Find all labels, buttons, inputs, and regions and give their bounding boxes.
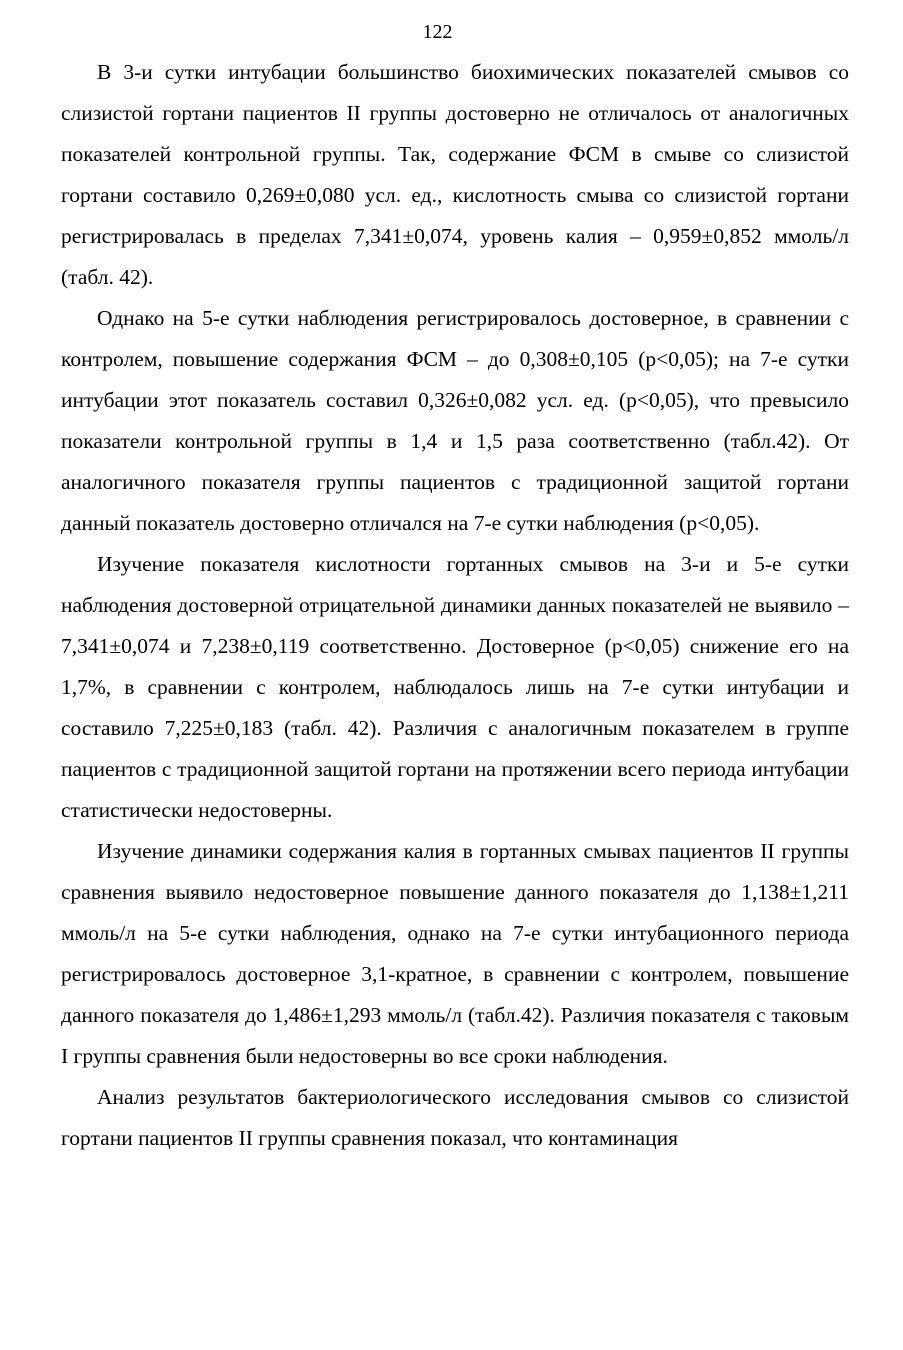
paragraph-day3-biochemistry: В 3-и сутки интубации большинство биохимических показателей смывов со слизистой гортани пациентов II группы достоверно не отличалось от аналогичных показателей контрольной группы. Так, содержание ФСМ в смыве со слизистой гортани составило 0,269±0,080 усл. ед., кислотность смыва со слизистой гортани регистрировалась в пределах 7,341±0,074, уровень калия – 0,959±0,852 ммоль/л (табл. 42).	[61, 60, 849, 289]
page-number: 122	[422, 21, 453, 43]
text-body	[61, 52, 849, 1159]
paragraph-potassium: Изучение динамики содержания калия в гортанных смывах пациентов II группы сравнения выявило недостоверное повышение данного показателя до 1,138±1,211 ммоль/л на 5-е сутки наблюдения, однако на 7-е сутки интубационного периода регистрировалось достоверное 3,1-кратное, в сравнении с контролем, повышение данного показателя до 1,486±1,293 ммоль/л (табл.42). Различия показателя с таковым I группы сравнения были недостоверны во все сроки наблюдения.	[61, 839, 849, 1068]
paragraph-acidity: Изучение показателя кислотности гортанных смывов на 3-и и 5-е сутки наблюдения достоверной отрицательной динамики данных показателей не выявило – 7,341±0,074 и 7,238±0,119 соответственно. Достоверное (р<0,05) снижение его на 1,7%, в сравнении с контролем, наблюдалось лишь на 7-е сутки интубации и составило 7,225±0,183 (табл. 42). Различия с аналогичным показателем в группе пациентов с традиционной защитой гортани на протяжении всего периода интубации статистически недостоверны.	[61, 552, 849, 822]
paragraph-fsm-increase: Однако на 5-е сутки наблюдения регистрировалось достоверное, в сравнении с контролем, повышение содержания ФСМ – до 0,308±0,105 (р<0,05); на 7-е сутки интубации этот показатель составил 0,326±0,082 усл. ед. (р<0,05), что превысило показатели контрольной группы в 1,4 и 1,5 раза соответственно (табл.42). От аналогичного показателя группы пациентов с традиционной защитой гортани данный показатель достоверно отличался на 7-е сутки наблюдения (р<0,05).	[61, 306, 849, 535]
paragraph-bacteriology: Анализ результатов бактериологического исследования смывов со слизистой гортани пациентов II группы сравнения показал, что контаминация	[61, 1085, 849, 1150]
